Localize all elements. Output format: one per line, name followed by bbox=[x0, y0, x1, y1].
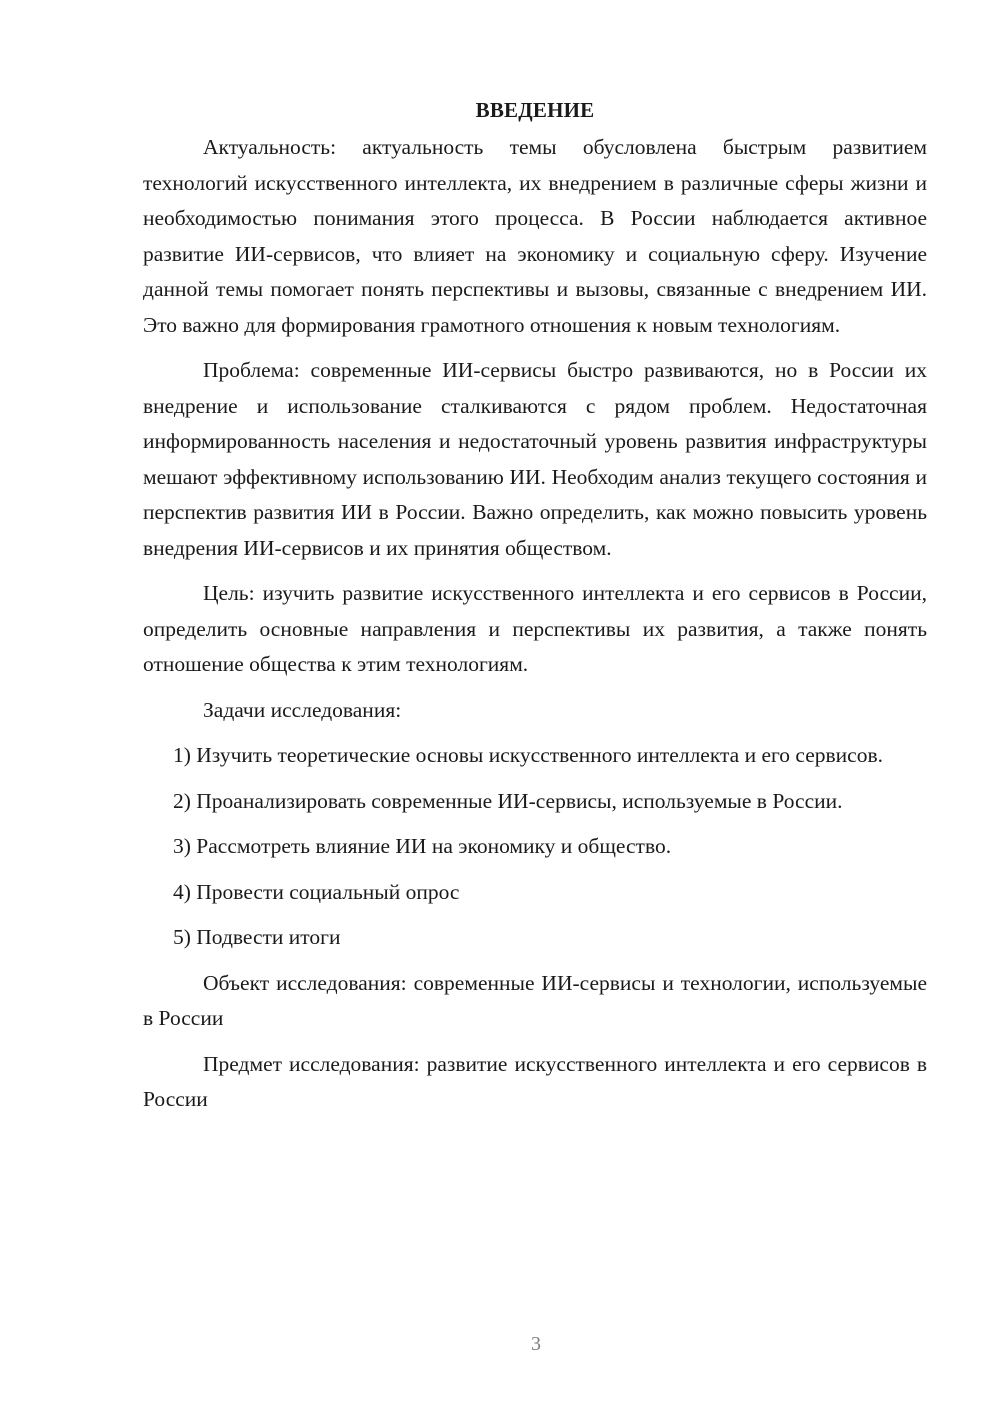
goal-paragraph: Цель: изучить развитие искусственного интеллекта и его сервисов в России, определить основные направления и перспективы их развития, а также понять отношение общества к этим технологиям. bbox=[143, 581, 927, 676]
tasks-list bbox=[143, 738, 927, 956]
problem-paragraph: Проблема: современные ИИ-сервисы быстро развиваются, но в России их внедрение и использование сталкиваются с рядом проблем. Недостаточная информированность населения и недостаточный уровень развития инфраструктуры мешают эффективному использованию ИИ. Необходим анализ текущего состояния и перспектив развития ИИ в России. Важно определить, как можно повысить уровень внедрения ИИ-сервисов и их принятия обществом. bbox=[143, 358, 927, 560]
relevance-paragraph: Актуальность: актуальность темы обусловлена быстрым развитием технологий искусственного интеллекта, их внедрением в различные сферы жизни и необходимостью понимания этого процесса. В России наблюдается активное развитие ИИ-сервисов, что влияет на экономику и социальную сферу. Изучение данной темы помогает понять перспективы и вызовы, связанные с внедрением ИИ. Это важно для формирования грамотного отношения к новым технологиям. bbox=[143, 135, 927, 337]
page-content bbox=[143, 94, 927, 1128]
task-item: 1) Изучить теоретические основы искусственного интеллекта и его сервисов. bbox=[173, 743, 883, 767]
section-heading: ВВЕДЕНИЕ bbox=[475, 98, 595, 122]
task-item: 2) Проанализировать современные ИИ-сервисы, используемые в России. bbox=[173, 788, 843, 813]
tasks-title: Задачи исследования: bbox=[203, 697, 402, 722]
page-number: 3 bbox=[531, 1333, 541, 1355]
task-item: 5) Подвести итоги bbox=[173, 925, 341, 949]
task-item: 4) Провести социальный опрос bbox=[173, 879, 460, 904]
task-item: 3) Рассмотреть влияние ИИ на экономику и общество. bbox=[173, 834, 672, 858]
research-object-paragraph: Объект исследования: современные ИИ-сервисы и технологии, используемые в России bbox=[143, 970, 927, 1030]
research-subject-paragraph: Предмет исследования: развитие искусственного интеллекта и его сервисов в России bbox=[143, 1051, 927, 1111]
